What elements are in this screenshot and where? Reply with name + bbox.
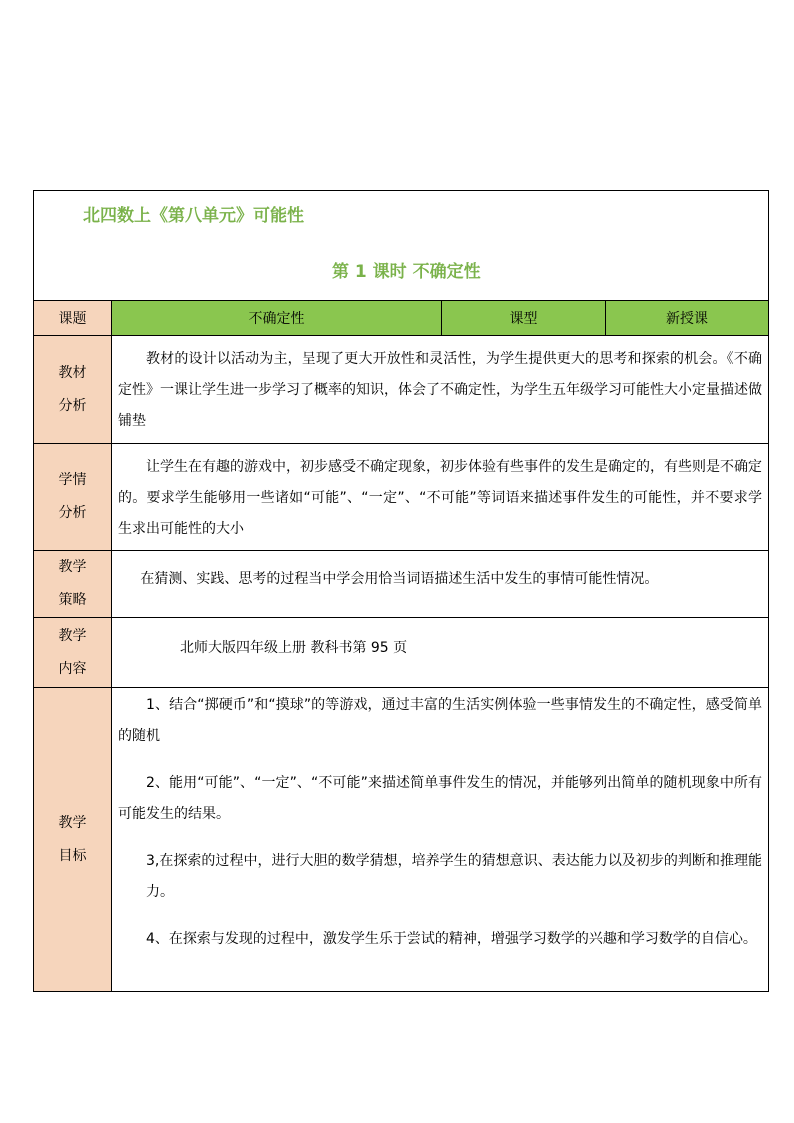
row-label-line1: 教材 bbox=[58, 364, 87, 381]
row-textbook-analysis bbox=[34, 336, 768, 444]
row-label-line1: 教学 bbox=[58, 559, 87, 575]
goal-item: 1、结合“掷硬币”和“摸球”的等游戏，通过丰富的生活实例体验一些事情发生的不确定性，感受简单的随机 bbox=[118, 697, 762, 744]
row-label-line2: 内容 bbox=[58, 660, 87, 677]
row-label bbox=[34, 688, 112, 991]
row-text: 在猜测、实践、思考的过程当中学会用恰当词语描述生活中发生的事情可能性情况。 bbox=[140, 571, 659, 587]
row-label-line1: 学情 bbox=[58, 472, 87, 488]
header-row bbox=[34, 301, 768, 336]
row-content bbox=[112, 688, 768, 991]
topic-label: 课题 bbox=[34, 301, 112, 335]
title-block bbox=[34, 191, 768, 301]
row-content bbox=[112, 618, 768, 687]
row-label bbox=[34, 618, 112, 687]
row-teaching-goals bbox=[34, 688, 768, 991]
row-student-analysis bbox=[34, 444, 768, 551]
row-label-line2: 分析 bbox=[58, 397, 87, 414]
row-content bbox=[112, 551, 768, 617]
goal-item: 2、能用“可能”、“一定”、“不可能”来描述简单事件发生的情况，并能够列出简单的随机现象中所有可能发生的结果。 bbox=[118, 775, 762, 822]
type-label: 课型 bbox=[442, 301, 606, 335]
row-label bbox=[34, 336, 112, 443]
row-label bbox=[34, 551, 112, 617]
row-text: 教材的设计以活动为主，呈现了更大开放性和灵活性，为学生提供更大的思考和探索的机会。《不确定性》一课让学生进一步学习了概率的知识，体会了不确定性，为学生五年级学习可能性大小定量描述做铺垫 bbox=[118, 351, 762, 429]
row-label-line2: 分析 bbox=[58, 505, 87, 521]
lesson-plan-table bbox=[33, 190, 769, 992]
row-label bbox=[34, 444, 112, 550]
row-label-line1: 教学 bbox=[58, 814, 87, 831]
goal-item: 3,在探索的过程中，进行大胆的数学猜想，培养学生的猜想意识、表达能力以及初步的判断和推理能力。 bbox=[146, 853, 762, 900]
row-text: 北师大版四年级上册 教科书第 95 页 bbox=[180, 640, 408, 656]
document-title: 北四数上《第八单元》可能性 bbox=[83, 206, 304, 226]
row-label-line2: 目标 bbox=[58, 847, 87, 864]
lesson-subtitle: 第 1 课时 不确定性 bbox=[332, 262, 481, 282]
row-content bbox=[112, 336, 768, 443]
row-text: 让学生在有趣的游戏中，初步感受不确定现象，初步体验有些事件的发生是确定的，有些则是不确定的。要求学生能够用一些诸如“可能”、“一定”、“不可能”等词语来描述事件发生的可能性，并不要求学生求出可能性的大小 bbox=[118, 459, 762, 537]
row-label-line2: 策略 bbox=[58, 592, 87, 608]
goal-item: 4、在探索与发现的过程中，激发学生乐于尝试的精神，增强学习数学的兴趣和学习数学的自信心。 bbox=[146, 931, 757, 947]
row-teaching-strategy bbox=[34, 551, 768, 618]
type-value: 新授课 bbox=[606, 301, 768, 335]
topic-value: 不确定性 bbox=[112, 301, 442, 335]
row-teaching-content bbox=[34, 618, 768, 688]
row-content bbox=[112, 444, 768, 550]
row-label-line1: 教学 bbox=[58, 627, 87, 644]
